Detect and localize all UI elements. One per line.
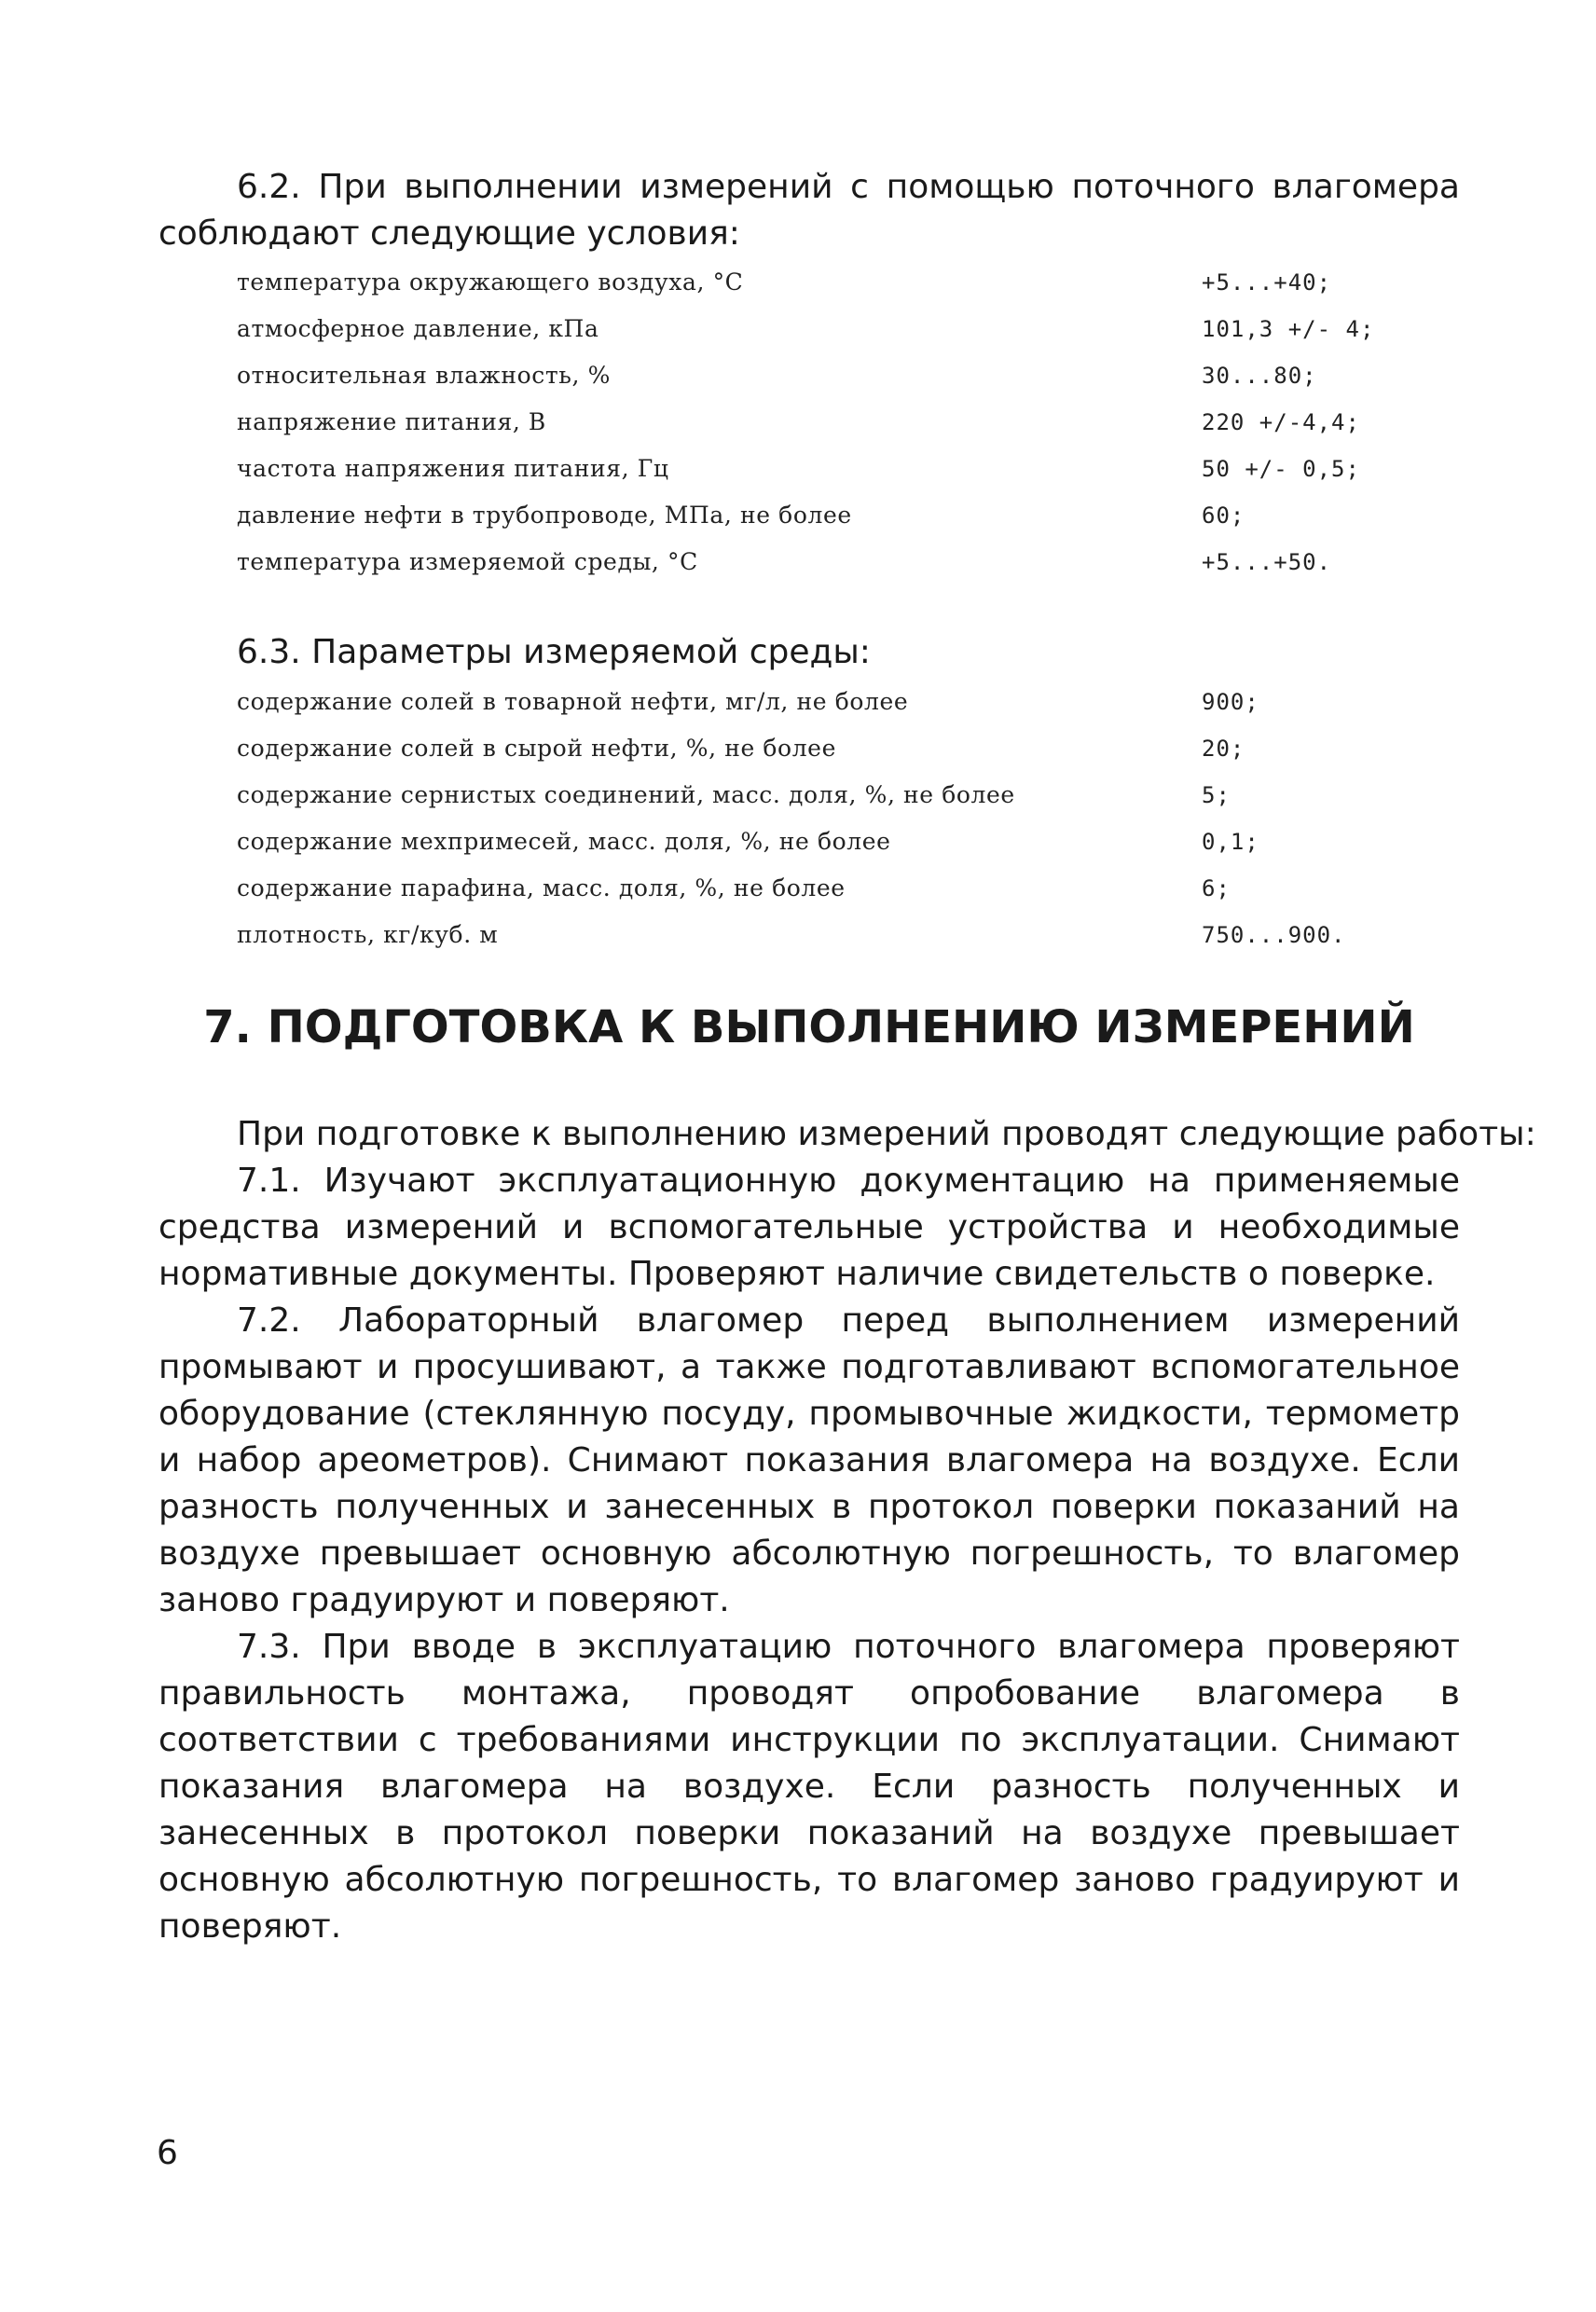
list-item bbox=[237, 539, 1458, 585]
condition-value: 220 +/-4,4; bbox=[1202, 409, 1360, 435]
list-item bbox=[237, 399, 1458, 446]
condition-value: +5...+40; bbox=[1202, 269, 1332, 296]
list-item bbox=[237, 725, 1458, 772]
list-item bbox=[237, 352, 1458, 399]
parameter-value: 900; bbox=[1202, 689, 1259, 715]
page-number: 6 bbox=[157, 2134, 178, 2172]
parameter-label: содержание сернистых соединений, масс. доля, %, не более bbox=[237, 781, 1015, 808]
list-item bbox=[237, 679, 1458, 725]
list-item bbox=[237, 492, 1458, 539]
condition-label: частота напряжения питания, Гц bbox=[237, 455, 669, 482]
condition-value: 101,3 +/- 4; bbox=[1202, 316, 1375, 342]
list-item bbox=[237, 865, 1458, 912]
paragraph-7-1-text: 7.1. Изучают эксплуатационную документацию на применяемые средства измерений и вспомогательные устройства и необходимые нормативные документы. Проверяют наличие свидетельств о поверке. bbox=[158, 1162, 1460, 1293]
condition-label: температура измеряемой среды, °С bbox=[237, 548, 698, 575]
parameter-value: 5; bbox=[1202, 782, 1231, 808]
condition-value: 30...80; bbox=[1202, 363, 1317, 389]
parameter-label: содержание мехпримесей, масс. доля, %, не более bbox=[237, 828, 891, 855]
parameters-list bbox=[237, 679, 1458, 958]
condition-value: 50 +/- 0,5; bbox=[1202, 456, 1360, 482]
list-item bbox=[237, 772, 1458, 819]
paragraph-7-1 bbox=[158, 1158, 1460, 1298]
paragraph-6-2-number: 6.2. bbox=[237, 168, 301, 206]
list-item bbox=[237, 259, 1458, 306]
list-item bbox=[237, 306, 1458, 352]
list-item bbox=[237, 819, 1458, 865]
parameter-value: 20; bbox=[1202, 736, 1245, 762]
condition-label: атмосферное давление, кПа bbox=[237, 315, 599, 342]
parameter-label: содержание солей в сырой нефти, %, не более bbox=[237, 735, 836, 762]
conditions-list bbox=[237, 259, 1458, 585]
paragraph-7-3 bbox=[158, 1624, 1460, 1950]
parameter-value: 0,1; bbox=[1202, 829, 1259, 855]
condition-label: напряжение питания, В bbox=[237, 408, 546, 435]
parameter-label: содержание солей в товарной нефти, мг/л, не более bbox=[237, 688, 909, 715]
heading-6-3: 6.3. Параметры измеряемой среды: bbox=[237, 633, 871, 671]
condition-label: температура окружающего воздуха, °С bbox=[237, 268, 744, 296]
condition-label: давление нефти в трубопроводе, МПа, не более bbox=[237, 502, 852, 529]
parameter-label: плотность, кг/куб. м bbox=[237, 921, 499, 948]
parameter-value: 750...900. bbox=[1202, 922, 1346, 948]
condition-value: 60; bbox=[1202, 502, 1245, 529]
parameter-label: содержание парафина, масс. доля, %, не более bbox=[237, 874, 846, 901]
paragraph-6-2 bbox=[158, 164, 1460, 257]
paragraph-7-3-text: 7.3. При вводе в эксплуатацию поточного влагомера проверяют правильность монтажа, проводят опробование влагомера в соответствии с требованиями инструкции по эксплуатации. Снимают показания влагомера на воздухе. Если разность полученных и занесенных в протокол поверки показаний на воздухе превышает основную абсолютную погрешность, то влагомер заново градуируют и поверяют. bbox=[158, 1628, 1460, 1946]
paragraph-7-2-text: 7.2. Лабораторный влагомер перед выполнением измерений промывают и просушивают, а также подготавливают вспомогательное оборудование (стеклянную посуду, промывочные жидкости, термометр и набор ареометров). Снимают показания влагомера на воздухе. Если разность полученных и занесенных в протокол поверки показаний на воздухе превышает основную абсолютную погрешность, то влагомер заново градуируют и поверяют. bbox=[158, 1301, 1460, 1619]
section-intro: При подготовке к выполнению измерений проводят следующие работы: bbox=[237, 1115, 1536, 1153]
parameter-value: 6; bbox=[1202, 875, 1231, 901]
condition-value: +5...+50. bbox=[1202, 549, 1332, 575]
paragraph-6-2-text: При выполнении измерений с помощью поточного влагомера соблюдают следующие условия: bbox=[158, 168, 1460, 253]
paragraph-7-2 bbox=[158, 1298, 1460, 1624]
list-item bbox=[237, 912, 1458, 958]
list-item bbox=[237, 446, 1458, 492]
section-title: 7. ПОДГОТОВКА К ВЫПОЛНЕНИЮ ИЗМЕРЕНИЙ bbox=[203, 1001, 1415, 1053]
condition-label: относительная влажность, % bbox=[237, 362, 611, 389]
